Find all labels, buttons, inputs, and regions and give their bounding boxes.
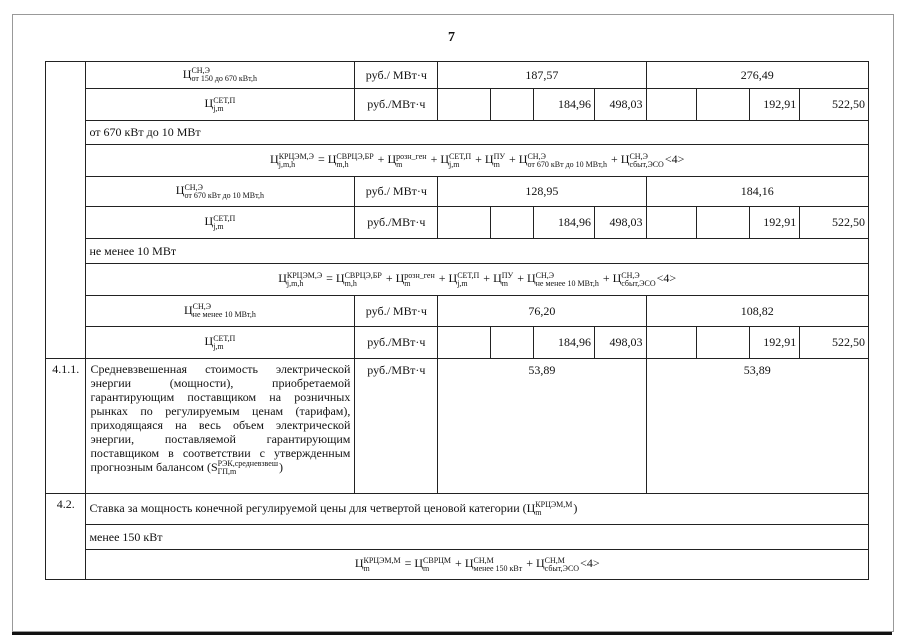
empty-cell [490,89,533,121]
formula: Ц КРЦЭМ,М m = Ц СВРЦМ m + Ц СН,М менее 150 кВт + Ц СН,М сбыт,ЭСО <4> [354,555,600,573]
empty-cell [697,89,750,121]
page-number: 7 [448,30,455,45]
empty-cell [646,327,697,359]
symbol-main: Ц [204,96,214,111]
symbol-main: Ц [182,66,192,81]
table-row [46,264,869,296]
value-cell: 522,50 [800,89,869,121]
unit-cell: руб./ МВт·ч [355,296,438,327]
symbol-main: Ц [204,214,214,229]
symbol-main: Ц [183,302,193,317]
symbol-sup: КРЦЭМ,М [535,500,573,510]
description-cell: Средневзвешенная стоимость электрической энергии (мощности), приобретаемой гарантирующим поставщиком на розничных рынках по регулируемым ценам (тарифам), приходящаяся на весь объем электрической энергии, поставляемой гарантирующим поставщиком в соответствии с утвержденным прогнозным балансом (S РЭК,средневзвеш ГП,m ) [86,359,355,494]
section-heading: не менее 10 МВт [86,239,869,264]
symbol-sub: m [535,508,542,518]
unit-cell: руб./ МВт·ч [355,62,438,89]
symbol-cell [86,296,355,327]
value-cell: 498,03 [594,327,646,359]
row-number: 4.2. [46,494,86,580]
empty-cell [697,327,750,359]
formula-cell [86,145,869,177]
empty-cell [490,327,533,359]
value-cell: 498,03 [594,207,646,239]
table-row [46,359,869,494]
value-cell: 276,49 [646,62,868,89]
value-cell: 184,96 [534,89,595,121]
symbol-sup: СЕТ,П [213,95,236,105]
value-cell: 522,50 [800,327,869,359]
table-row [46,145,869,177]
value-cell: 53,89 [646,359,868,494]
value-cell: 184,96 [534,327,595,359]
symbol-sub: ГП,m [217,467,237,477]
symbol-sub: j,m [213,341,224,351]
formula: Ц КРЦЭМ,Э j,m,h = Ц СВРЦЭ,БР m,h + Ц розн_ген m + Ц СЕТ,П j,m + Ц ПУ m + Ц СН,Э не менее 10 МВт,h + Ц СН,Э сбыт,ЭСО <4> [278,270,677,288]
value-cell: 76,20 [438,296,646,327]
value-cell: 53,89 [438,359,646,494]
row-number: 4.1.1. [46,359,86,494]
symbol-sup: СЕТ,П [213,333,236,343]
table-row [46,494,869,525]
table-row [46,121,869,145]
description-text: Средневзвешенная стоимость электрической энергии (мощности), приобретаемой гарантирующим поставщиком на розничных рынках по регулируемым ценам (тарифам), приходящаяся на весь объем электрической энергии, поставляемой гарантирующим поставщиком в соответствии с утвержденным прогнозным балансом (S [90,362,351,474]
symbol-sup: СН,Э [192,302,212,312]
formula-cell [86,550,869,580]
row-number-cell [46,62,86,359]
symbol-sub: j,m [213,103,224,113]
table-row [46,207,869,239]
empty-cell [438,89,491,121]
value-cell: 498,03 [594,89,646,121]
empty-cell [438,207,491,239]
empty-cell [490,207,533,239]
symbol-sub: не менее 10 МВт,h [192,310,256,320]
table-row [46,296,869,327]
table-row [46,327,869,359]
symbol-sub: от 670 кВт до 10 МВт,h [184,190,264,200]
tariff-table [45,61,869,580]
symbol-sub: j,m [213,221,224,231]
symbol-main: Ц [175,183,185,198]
value-cell: 192,91 [749,327,800,359]
symbol-sup: СН,Э [191,66,210,76]
unit-cell: руб./МВт·ч [355,207,438,239]
value-cell: 522,50 [800,207,869,239]
unit-cell: руб./ МВт·ч [355,177,438,207]
value-cell: 184,96 [534,207,595,239]
table-row [46,239,869,264]
empty-cell [646,89,697,121]
table-row [46,550,869,580]
formula: Ц КРЦЭМ,Э j,m,h = Ц СВРЦЭ,БР m,h + Ц розн_ген m + Ц СЕТ,П j,m + Ц ПУ m + Ц СН,Э от 670 кВт до 10 МВт,h + Ц СН,Э сбыт,ЭСО <4> [270,151,685,169]
empty-cell [646,207,697,239]
value-cell: 108,82 [646,296,868,327]
unit-cell: руб./МВт·ч [355,359,438,494]
symbol-sup: СЕТ,П [213,213,236,223]
value-cell: 192,91 [749,89,800,121]
section-heading: от 670 кВт до 10 МВт [86,121,869,145]
section-title-text: Ставка за мощность конечной регулируемой цены для четвертой ценовой категории (Ц [89,500,536,515]
value-cell: 184,16 [646,177,868,207]
table-row [46,62,869,89]
symbol-cell [86,62,355,89]
symbol-sup: РЭК,средневзвеш [217,459,278,469]
symbol-cell [86,177,355,207]
value-cell: 128,95 [438,177,646,207]
table-row [46,525,869,550]
section-heading: менее 150 кВт [86,525,869,550]
unit-cell: руб./МВт·ч [355,89,438,121]
value-cell: 187,57 [438,62,646,89]
formula-cell [86,264,869,296]
unit-cell: руб./МВт·ч [355,327,438,359]
section-title: Ставка за мощность конечной регулируемой цены для четвертой ценовой категории (Ц КРЦЭМ,М m ) [86,494,869,525]
empty-cell [697,207,750,239]
empty-cell [438,327,491,359]
symbol-cell [86,207,355,239]
scan-edge-line [12,632,892,635]
symbol-sup: СН,Э [184,182,203,192]
symbol-cell [86,89,355,121]
symbol-sub: от 150 до 670 кВт,h [191,74,258,84]
value-cell: 192,91 [749,207,800,239]
table-row [46,89,869,121]
symbol-main: Ц [204,334,214,349]
table-row [46,177,869,207]
symbol-cell [86,327,355,359]
